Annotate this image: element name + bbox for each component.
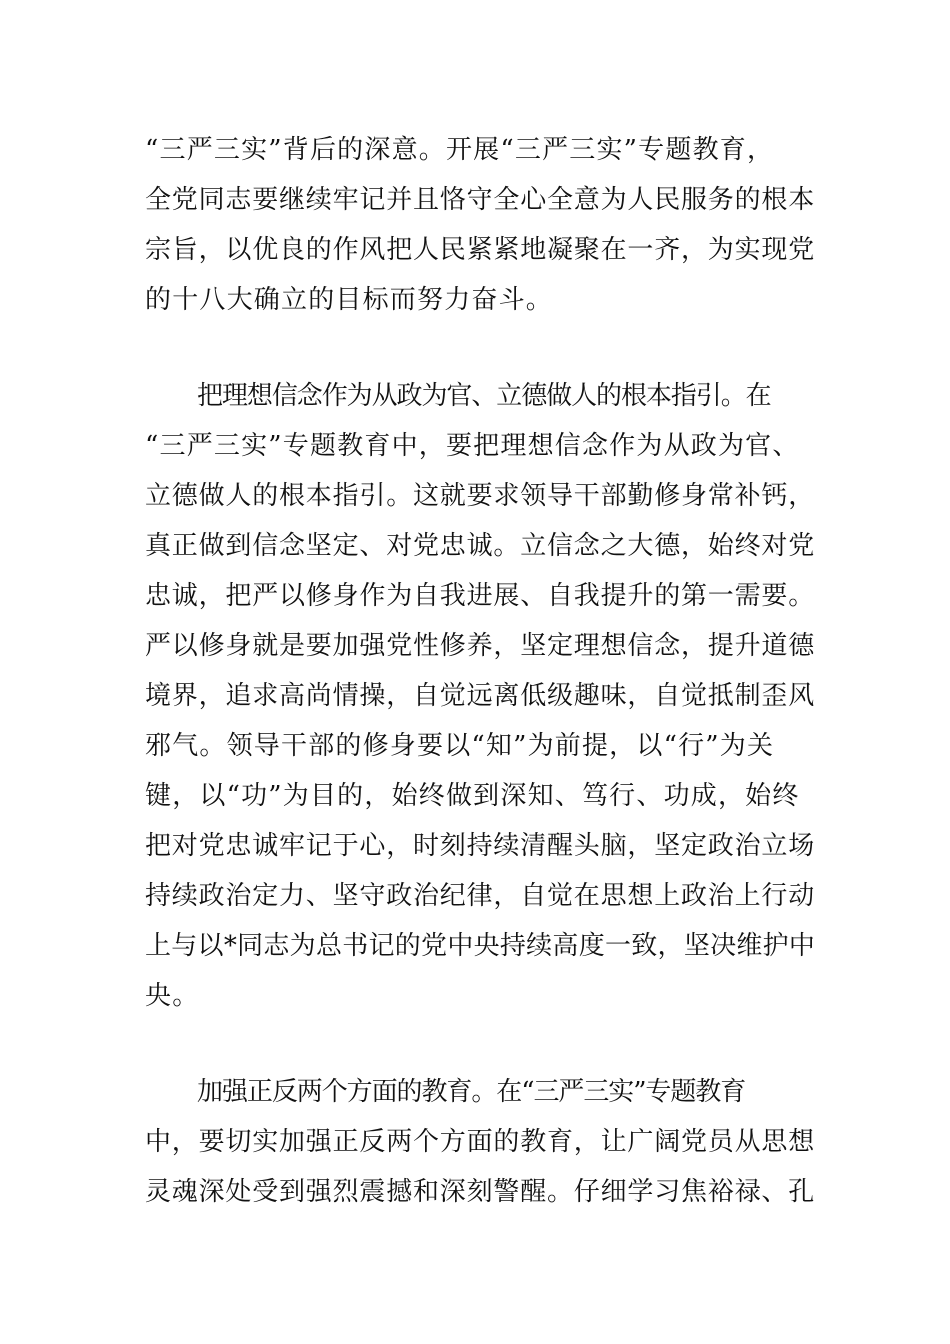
text-line: “三严三实”专题教育中，要把理想信念作为从政为官、	[145, 431, 800, 461]
text-line: 宗旨，以优良的作风把人民紧紧地凝聚在一齐，为实现党	[145, 235, 816, 265]
text-line: 境界，追求高尚情操，自觉远离低级趣味，自觉抵制歪风	[145, 681, 816, 711]
text-line: 真正做到信念坚定、对党忠诚。立信念之大德，始终对党	[145, 531, 816, 561]
text-line: 的十八大确立的目标而努力奋斗。	[145, 285, 554, 315]
text-line: “三严三实”背后的深意。开展“三严三实”专题教育，	[145, 135, 775, 165]
text-line: 把理想信念作为从政为官、立德做人的根本指引。在	[197, 381, 771, 411]
text-line: 加强正反两个方面的教育。在“三严三实”专题教育	[197, 1077, 746, 1107]
text-line: 上与以*同志为总书记的党中央持续高度一致，坚决维护中	[145, 931, 816, 961]
text-line: 立德做人的根本指引。这就要求领导干部勤修身常补钙，	[145, 481, 816, 511]
text-line: 中，要切实加强正反两个方面的教育，让广阔党员从思想	[145, 1127, 816, 1157]
text-line: 忠诚，把严以修身作为自我进展、自我提升的第一需要。	[145, 581, 816, 611]
text-line: 把对党忠诚牢记于心，时刻持续清醒头脑，坚定政治立场	[145, 831, 816, 861]
text-line: 邪气。领导干部的修身要以“知”为前提，以“行”为关	[145, 731, 775, 761]
text-line: 严以修身就是要加强党性修养，坚定理想信念，提升道德	[145, 631, 816, 661]
text-line: 持续政治定力、坚守政治纪律，自觉在思想上政治上行动	[145, 881, 816, 911]
text-line: 央。	[145, 981, 200, 1011]
text-line: 全党同志要继续牢记并且恪守全心全意为人民服务的根本	[145, 185, 816, 215]
text-line: 键，以“功”为目的，始终做到深知、笃行、功成，始终	[145, 781, 800, 811]
text-line: 灵魂深处受到强烈震撼和深刻警醒。仔细学习焦裕禄、孔	[145, 1177, 816, 1207]
